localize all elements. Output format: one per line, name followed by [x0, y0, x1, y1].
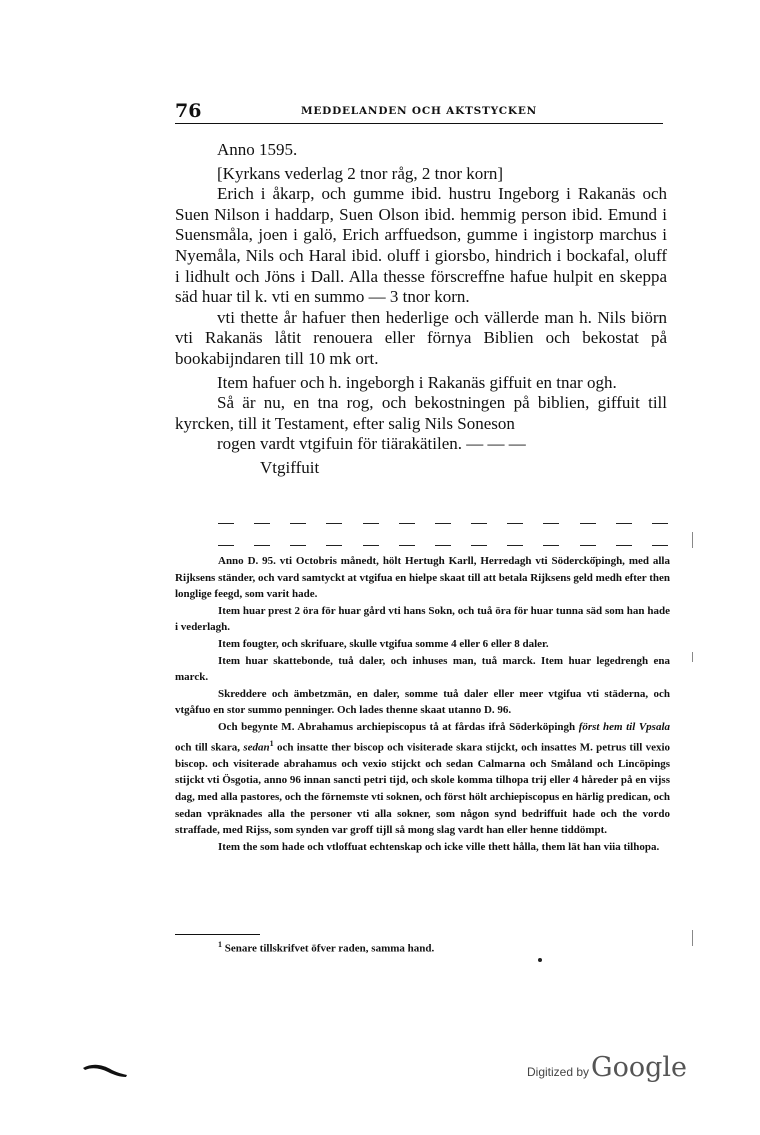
small-text-block	[175, 553, 670, 855]
google-logo: Google	[591, 1052, 688, 1083]
digitized-label: Digitized by	[527, 1065, 590, 1079]
page-header	[175, 100, 663, 122]
vtgiffuit-heading: Vtgiffuit	[260, 457, 320, 477]
ink-speck	[538, 958, 542, 962]
paragraph-2: vti thette år hafuer then hederlige och vällerde man h. Nils biörn vti Rakanäs låtit renouera eller förnya Biblien och bekostat på bookabijndaren till 10 mk ort.	[175, 307, 667, 368]
paragraph-1: Erich i åkarp, och gumme ibid. hustru Ingeborg i Rakanäs och Suen Nilson i haddarp, Suen Olson ibid. hemmig person ibid. Emund i Suensmåla, joen i galö, Erich arffuedson, gumme i ingistorp marchus i Nyemåla, Nils och Haral ibid. oluff i giorsbo, hindrich i bockafal, oluff i lidhult och Jöns i Dall. Alla thesse förscreffne hafue hulpit en skeppa säd huar til k. vti en summo — 3 tnor korn.	[175, 184, 667, 307]
margin-mark	[692, 652, 693, 662]
page-number: 76	[175, 100, 202, 122]
running-title: MEDDELANDEN OCH AKTSTYCKEN	[300, 105, 538, 117]
footnote-mark-ref: 1	[269, 738, 274, 748]
small-paragraph: Item huar prest 2 öra för huar gård vti hans Sokn, och tuå öra för huar tunna säd som han hade i vederlagh.	[175, 604, 670, 634]
small-paragraph: Skreddere och ämbetzmän, en daler, somme tuå daler eller meer vtgifua vti städerna, och vtgåfuo en stor summo penninger. Och lades thenne skaat utanno D. 96.	[175, 687, 670, 717]
footnote-rule	[175, 934, 260, 935]
paragraph-3: Item hafuer och h. ingeborgh i Rakanäs giffuit en tnar ogh.	[217, 372, 617, 392]
header-rule	[175, 123, 663, 124]
digitized-by-watermark	[527, 1052, 687, 1088]
small-paragraph: Item huar skattebonde, tuå daler, och inhuses man, tuå marck. Item huar legedrengh ena marck.	[175, 654, 670, 684]
bracket-line: [Kyrkans vederlag 2 tnor råg, 2 tnor korn]	[217, 163, 504, 183]
footnote	[218, 938, 434, 956]
margin-mark	[692, 532, 693, 548]
year-line: Anno 1595.	[217, 140, 298, 159]
small-paragraph: Anno D. 95. vti Octobris månedt, hölt Hertugh Karll, Herredagh vti Söderckö̈pingh, med alla Rijksens ständer, och vard samtyckt at vtgifua en hielpe skaat till att betala Rijksens geld medh efter then longlige feegd, som varit hade.	[175, 555, 670, 601]
small-paragraph: Item the som hade och vtloffuat echtenskap och icke ville thett hålla, them lät han viia tilhopa.	[218, 840, 660, 853]
main-text	[175, 140, 667, 479]
quill-mark-icon	[82, 1062, 128, 1080]
small-paragraph: Och begynte M. Abrahamus archiepiscopus tå at fårdas ifrå Söderköpingh först hem til Vpsala och till skara, sedan$^1$ och insatte ther biscop och visiterade skara stijckt, och insattes M. petrus till vexio biscop. och visiterade abrahamus och vexio stijckt och sedan Calmarna och Småland och Lincöpings stijckt vti Ösgotia, anno 96 innan sancti petri tijd, och skole komma tilhopa trij eller 4 håreder på en vijss dag, med alla pastores, och the förnemste vti soknen, och först hölt archiepiscopus en härlig predican, och sedan vpräknades alla the personer vti alla sokner, som någon synd bedriffuit hade och the vordo straffade, med Rijss, som synden var groff tijll så mong slag vardt han eller henne tiddömpt.	[175, 720, 671, 837]
paragraph-4: Så är nu, en tna rog, och bekostningen på biblien, giffuit till kyrcken, till it Testament, efter salig Nils Soneson	[175, 393, 667, 433]
small-paragraph: Item fougter, och skrifuare, skulle vtgifua somme 4 eller 6 eller 8 daler.	[218, 637, 549, 650]
dash-lines	[218, 512, 668, 556]
margin-mark	[692, 930, 693, 946]
footnote-text: Senare tillskrifvet öfver raden, samma hand.	[224, 942, 435, 955]
dash-row	[218, 512, 668, 534]
line-rogen: rogen vardt vtgifuin för tiärakätilen. — — —	[217, 434, 526, 454]
footnote-mark: 1	[218, 940, 222, 949]
